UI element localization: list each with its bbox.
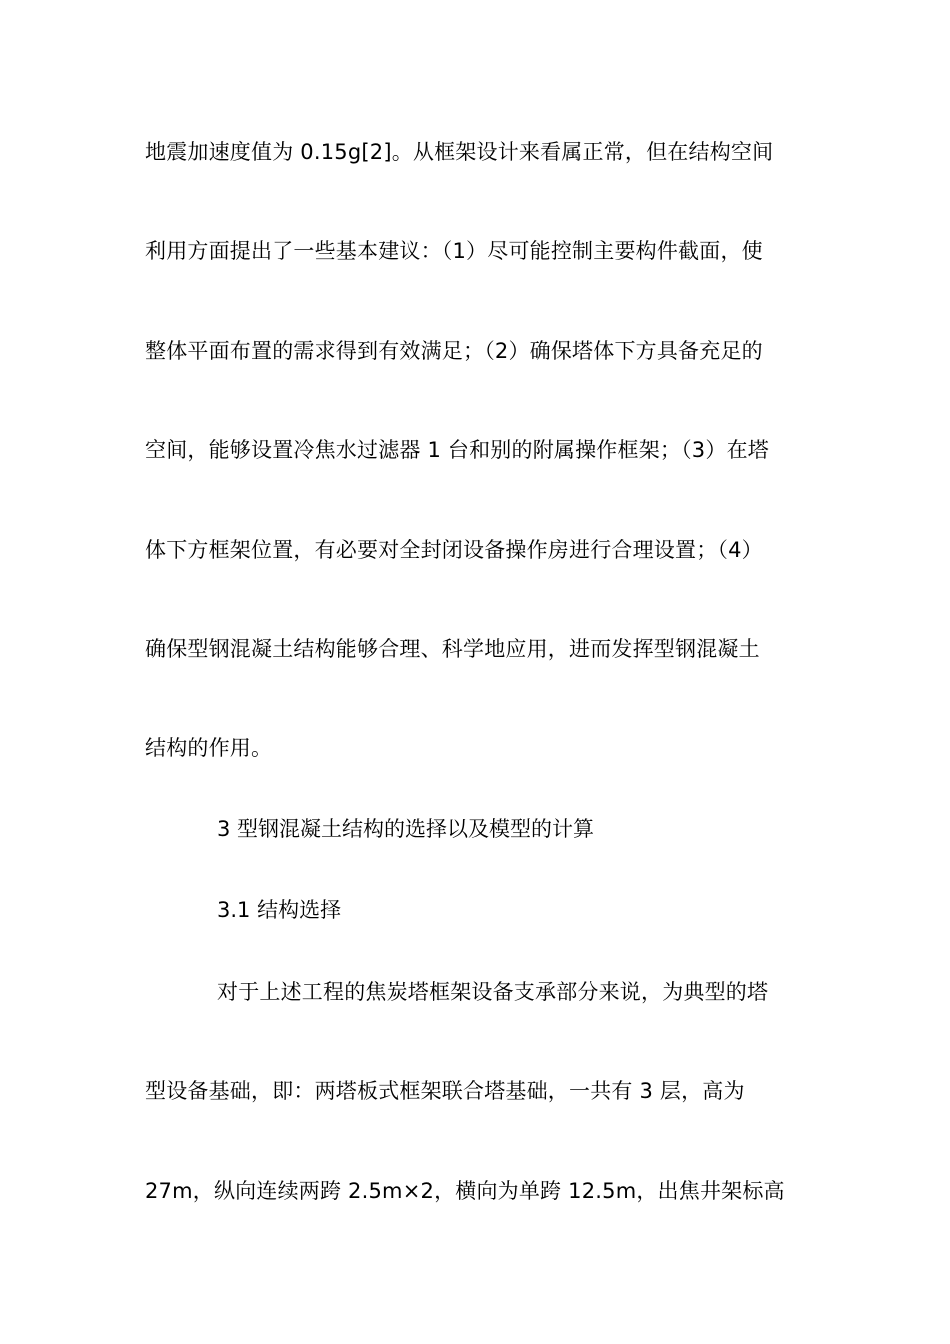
text-line: 27m，纵向连续两跨 2.5m×2，横向为单跨 12.5m，出焦井架标高: [145, 1179, 785, 1203]
text-line: 对于上述工程的焦炭塔框架设备支承部分来说，为典型的塔: [217, 980, 769, 1004]
text-line: 型设备基础，即：两塔板式框架联合塔基础，一共有 3 层，高为: [145, 1079, 745, 1103]
text-line: 结构的作用。: [145, 736, 273, 760]
text-line: 整体平面布置的需求得到有效满足；（2）确保塔体下方具备充足的: [145, 339, 763, 363]
text-line: 体下方框架位置，有必要对全封闭设备操作房进行合理设置；（4）: [145, 538, 763, 562]
text-line: 确保型钢混凝土结构能够合理、科学地应用，进而发挥型钢混凝土: [145, 637, 760, 661]
text-line: 利用方面提出了一些基本建议：（1）尽可能控制主要构件截面，使: [145, 239, 763, 263]
text-line: 空间，能够设置冷焦水过滤器 1 台和别的附属操作框架；（3）在塔: [145, 438, 769, 462]
subsection-heading: 3.1 结构选择: [217, 898, 342, 922]
section-heading: 3 型钢混凝土结构的选择以及模型的计算: [217, 817, 595, 841]
text-line: 地震加速度值为 0.15g[2]。从框架设计来看属正常，但在结构空间: [145, 140, 774, 164]
